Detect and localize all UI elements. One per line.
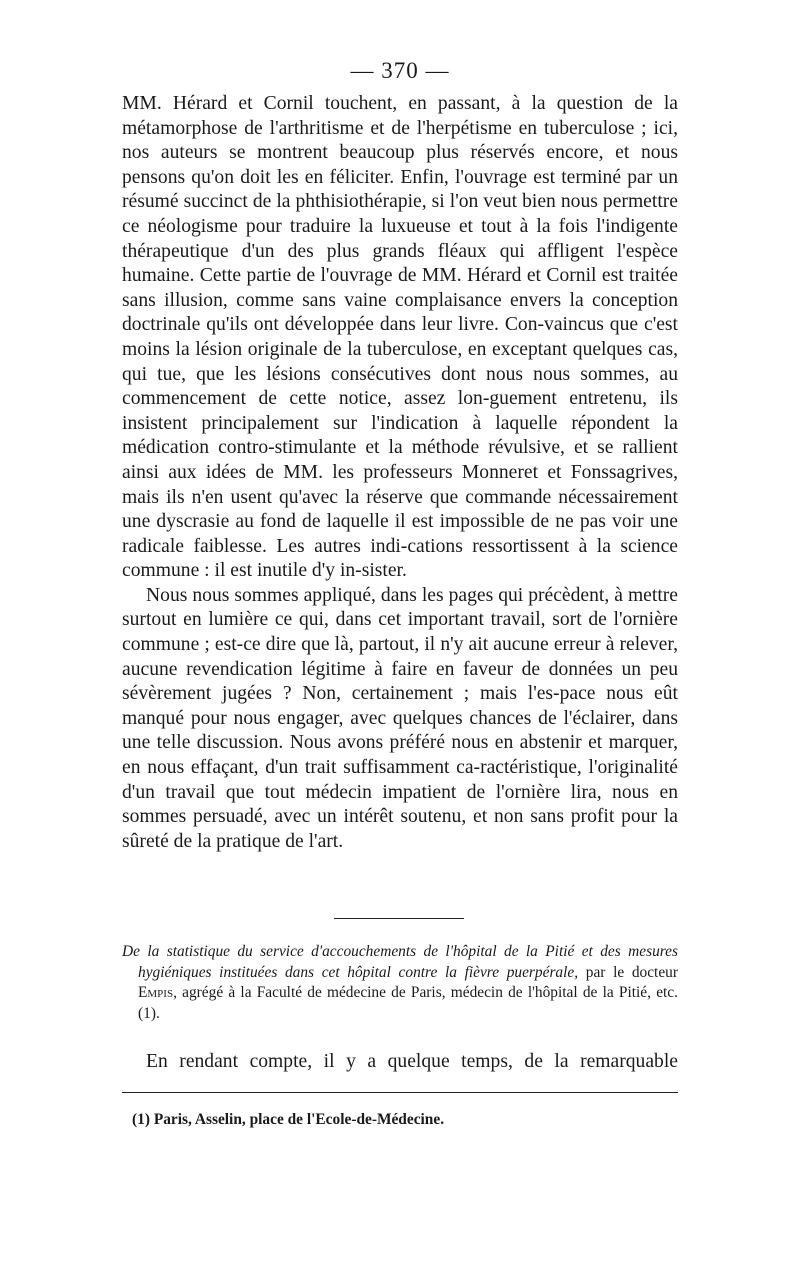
citation-author-name: Empis: [138, 984, 174, 1001]
paragraph-1: MM. Hérard et Cornil touchent, en passant, à la question de la métamorphose de l'arthritisme et de l'herpétisme en tuberculose ; ici, nos auteurs se montrent beaucoup plus réservés encore, et nous pensons qu'on doit les en féliciter. Enfin, l'ouvrage est terminé par un résumé succinct de la phthisiothérapie, si l'on veut bien nous permettre ce néologisme pour traduire la luxueuse et tout à la fois l'indigente thérapeutique d'un des plus grands fléaux qui affligent l'espèce humaine. Cette partie de l'ouvrage de MM. Hérard et Cornil est traitée sans illusion, comme sans vaine complaisance envers la conception doctrinale qu'ils ont développée dans leur livre. Con-vaincus que c'est moins la lésion originale de la tuberculose, en exceptant quelques cas, qui tue, que les lésions consécutives dont nous nous sommes, au commencement de cette notice, assez lon-guement entretenu, ils insistent principalement sur l'indication à laquelle répondent la médication contro-stimulante et la méthode révulsive, et se rallient ainsi aux idées de MM. les professeurs Monneret et Fonssagrives, mais ils n'en usent qu'avec la réserve que commande nécessairement une dyscrasie au fond de laquelle il est impossible de ne pas voir une radicale faiblesse. Les autres indi-cations ressortissent à la science commune : il est inutile d'y in-sister.: [122, 93, 678, 582]
bibliographic-citation: [122, 942, 678, 1024]
citation-note-ref: (1).: [138, 1004, 160, 1022]
footnote: [132, 1110, 678, 1130]
main-text: [122, 92, 678, 854]
citation-author-prefix: par le docteur: [585, 963, 678, 981]
page-number: — 370 —: [350, 58, 450, 83]
paragraph-2: Nous nous sommes appliqué, dans les pages qui précèdent, à mettre surtout en lumière ce qui, dans cet important travail, sort de l'ornière commune ; est-ce dire que là, partout, il n'y ait aucune erreur à relever, aucune revendication légitime à faire en faveur de données un peu sévèrement jugées ? Non, certainement ; mais l'es-pace nous eût manqué pour nous engager, avec quelques chances de l'éclairer, dans une telle discussion. Nous avons préféré nous en abstenir et marquer, en nous effaçant, d'un trait suffisamment ca-ractéristique, l'originalité d'un travail que tout médecin impatient de l'ornière lira, nous en sommes persuadé, avec un intérêt soutenu, et non sans profit pour la sûreté de la pratique de l'art.: [122, 584, 678, 852]
citation-author-suffix: , agrégé à la Faculté de médecine de Paris, médecin de l'hôpital de la Pitié, etc.: [173, 984, 678, 1001]
citation-title: De la statistique du service d'accouchements de l'hôpital de la Pitié et des mesures hygiéniques instituées dans cet hôpital contre la fièvre puerpérale,: [122, 943, 678, 981]
footnote-marker: (1): [132, 1111, 150, 1128]
footnote-text: Paris, Asselin, place de l'Ecole-de-Médecine.: [153, 1111, 445, 1128]
footnote-rule: [122, 1092, 678, 1093]
section-divider: [334, 918, 464, 919]
closing-line: En rendant compte, il y a quelque temps, de la remarquable: [146, 1051, 678, 1072]
